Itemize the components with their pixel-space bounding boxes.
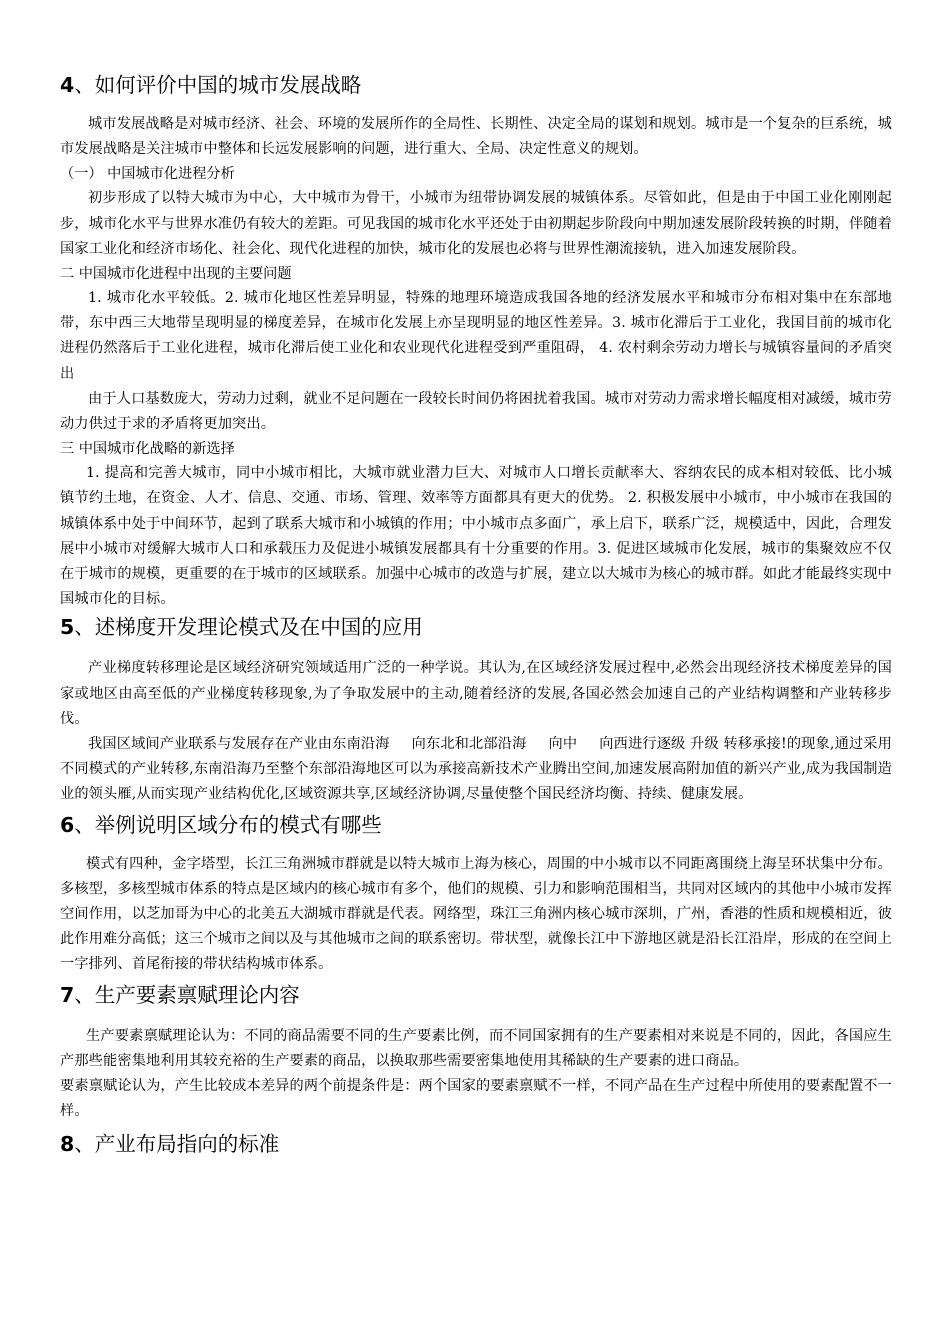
section-4-title: 、如何评价中国的城市发展战略 (74, 73, 362, 97)
section-4-subheading-1: （一） 中国城市化进程分析 (60, 166, 235, 183)
section-4-number: 4 (60, 73, 75, 97)
section-5-number: 5 (60, 615, 75, 640)
section-6-number: 6 (60, 812, 75, 837)
section-6-title: 、举例说明区域分布的模式有哪些 (74, 812, 382, 837)
section-8-heading (60, 1131, 892, 1157)
section-5-p2-part-b: 向东北和北部沿海 (411, 736, 527, 753)
section-7-title: 、生产要素禀赋理论内容 (74, 982, 300, 1007)
section-7-heading (60, 982, 892, 1008)
section-7-number: 7 (60, 982, 75, 1007)
section-4-paragraph-2: 1. 城市化水平较低。2. 城市化地区性差异明显，特殊的地理环境造成我国各地的经济发展水平和城市分布相对集中在东部地带，东中西三大地带呈现明显的梯度差异，在城市化发展上亦呈现明显的地区性差异。3. 城市化滞后于工业化，我国目前的城市化进程仍然落后于工业化进程，城市化滞后使工业化和农业现代化进程受到严重阻碍， 4. 农村剩余劳动力增长与城镇容量间的矛盾突出 (60, 290, 892, 382)
section-6-paragraph-1: 模式有四种，金字塔型，长江三角洲城市群就是以特大城市上海为核心，周围的中小城市以不同距离围绕上海呈环状集中分布。多核型，多核型城市体系的特点是区域内的核心城市有多个，他们的规模、引力和影响范围相当，共同对区域内的其他中小城市发挥空间作用，以芝加哥为中心的北美五大湖城市群就是代表。网络型，珠江三角洲内核心城市深圳，广州，香港的性质和规模相近，彼此作用难分高低；这三个城市之间以及与其他城市之间的联系密切。带状型，就像长江中下游地区就是沿长江沿岸，形成的在空间上一字排列、首尾衔接的带状结构城市体系。 (60, 855, 892, 973)
section-4-subheading-2: 二 中国城市化进程中出现的主要问题 (60, 266, 292, 283)
section-7-paragraph-1: 生产要素禀赋理论认为：不同的商品需要不同的生产要素比例，而不同国家拥有的生产要素相对来说是不同的，因此，各国应生产那些能密集地利用其较充裕的生产要素的商品，以换取那些需要密集地使用其稀缺的生产要素的进口商品。 (60, 1027, 892, 1069)
section-5-paragraph-1: 产业梯度转移理论是区域经济研究领域适用广泛的一种学说。其认为,在区域经济发展过程中,必然会出现经济技术梯度差异的国家或地区由高至低的产业梯度转移现象,为了争取发展中的主动,随着经济的发展,各国必然会加速自己的产业结构调整和产业转移步伐。 (60, 660, 892, 727)
section-6-heading (60, 812, 892, 838)
section-4-intro: 城市发展战略是对城市经济、社会、环境的发展所作的全局性、长期性、决定全局的谋划和规划。城市是一个复杂的巨系统，城市发展战略是关注城市中整体和长远发展影响的问题，进行重大、全局、决定性意义的规划。 (60, 116, 892, 158)
section-4-heading (60, 72, 892, 98)
section-7-paragraph-2: 要素禀赋论认为，产生比较成本差异的两个前提条件是：两个国家的要素禀赋不一样，不同产品在生产过程中所使用的要素配置不一样。 (60, 1078, 892, 1120)
section-4-subheading-3: 三 中国城市化战略的新选择 (60, 441, 235, 458)
section-5-p2-part-c: 向中 (548, 736, 578, 753)
section-5-p2-part-d: 向西进行逐级 升级 转移承接!的现象,通过采用不同模式的产业转移,东南沿海乃至整个东部沿海地区可以为承接高新技术产业腾出空间,加速发展高附加值的新兴产业,成为我国制造业的领头雁,从而实现产业结构优化,区域资源共享,区域经济协调,尽量使整个国民经济均衡、持续、健康发展。 (60, 736, 892, 803)
section-4-paragraph-3: 由于人口基数庞大，劳动力过剩，就业不足问题在一段较长时间仍将困扰着我国。城市对劳动力需求增长幅度相对减缓，城市劳动力供过于求的矛盾将更加突出。 (60, 390, 892, 433)
section-8-title: 、产业布局指向的标准 (74, 1131, 280, 1156)
section-5-title: 、述梯度开发理论模式及在中国的应用 (74, 615, 423, 640)
section-4-paragraph-1: 初步形成了以特大城市为中心，大中城市为骨干，小城市为纽带协调发展的城镇体系。尽管如此，但是由于中国工业化刚刚起步，城市化水平与世界水准仍有较大的差距。可见我国的城市化水平还处于由初期起步阶段向中期加速发展阶段转换的时期，伴随着国家工业化和经济市场化、社会化、现代化进程的加快，城市化的发展也必将与世界性潮流接轨，进入加速发展阶段。 (60, 190, 892, 257)
section-5-paragraph-2 (60, 732, 892, 808)
section-8-number: 8 (60, 1131, 75, 1156)
section-5-p2-part-a: 我国区域间产业联系与发展存在产业由东南沿海 (88, 736, 390, 753)
section-5-heading (60, 614, 892, 640)
section-4-paragraph-4: 1. 提高和完善大城市，同中小城市相比，大城市就业潜力巨大、对城市人口增长贡献率大、容纳农民的成本相对较低、比小城镇节约土地，在资金、人才、信息、交通、市场、管理、效率等方面都具有更大的优势。 2. 积极发展中小城市，中小城市在我国的城镇体系中处于中间环节，起到了联系大城市和小城镇的作用；中小城市点多面广，承上启下，联系广泛，规模适中，因此，合理发展中小城市对缓解大城市人口和承载压力及促进小城镇发展都具有十分重要的作用。3. 促进区域城市化发展，城市的集聚效应不仅在于城市的规模，更重要的在于城市的区域联系。加强中心城市的改造与扩展，建立以大城市为核心的城市群。如此才能最终实现中国城市化的目标。 (60, 465, 892, 608)
